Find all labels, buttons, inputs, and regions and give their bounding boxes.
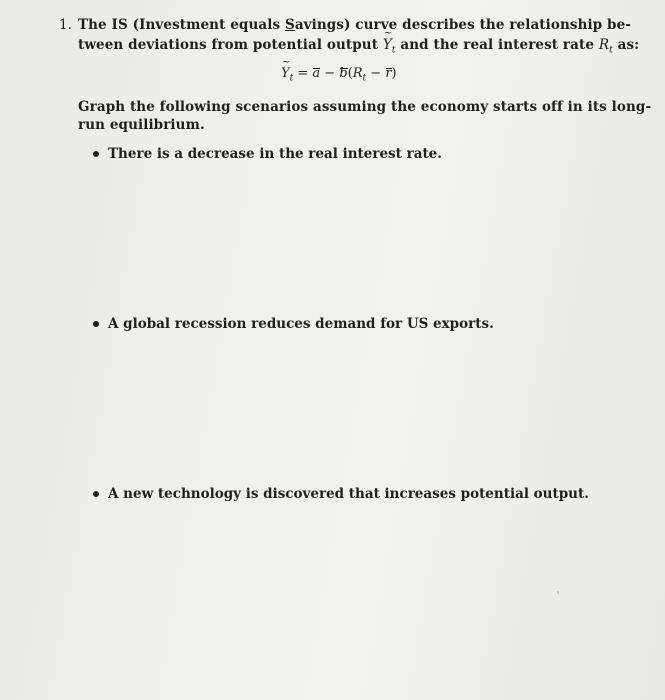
r-symbol: R [598,37,610,53]
instruction-line-2: run equilibrium. [78,117,205,133]
bullet-icon [93,491,99,497]
underlined-letter: S [284,17,295,33]
bullet-icon [93,151,99,157]
paper-speck [557,591,559,594]
question-line-2: tween deviations from potential output ~ $Y_t$ and the real interest rate $R_t$ as: [78,37,639,56]
question-number: 1. [59,17,72,33]
scenario-item-1 [93,146,442,162]
scenario-text: A global recession reduces demand for US exports. [108,316,494,332]
scenario-item-2 [93,316,494,332]
scenario-text: A new technology is discovered that increases potential output. [108,486,589,502]
bullet-icon [93,321,99,327]
instruction-line-1: Graph the following scenarios assuming the economy starts off in its long- [78,99,652,115]
scenario-text: There is a decrease in the real interest rate. [108,146,442,162]
is-curve-equation: ~ $Y_t = a - b(R_t - r)$ [281,66,397,84]
y-tilde-symbol: ~ Y [383,37,392,53]
question-line-1: The IS (Investment equals Savings) curve describes the relationship be- [78,17,631,33]
scenario-item-3 [93,486,589,502]
